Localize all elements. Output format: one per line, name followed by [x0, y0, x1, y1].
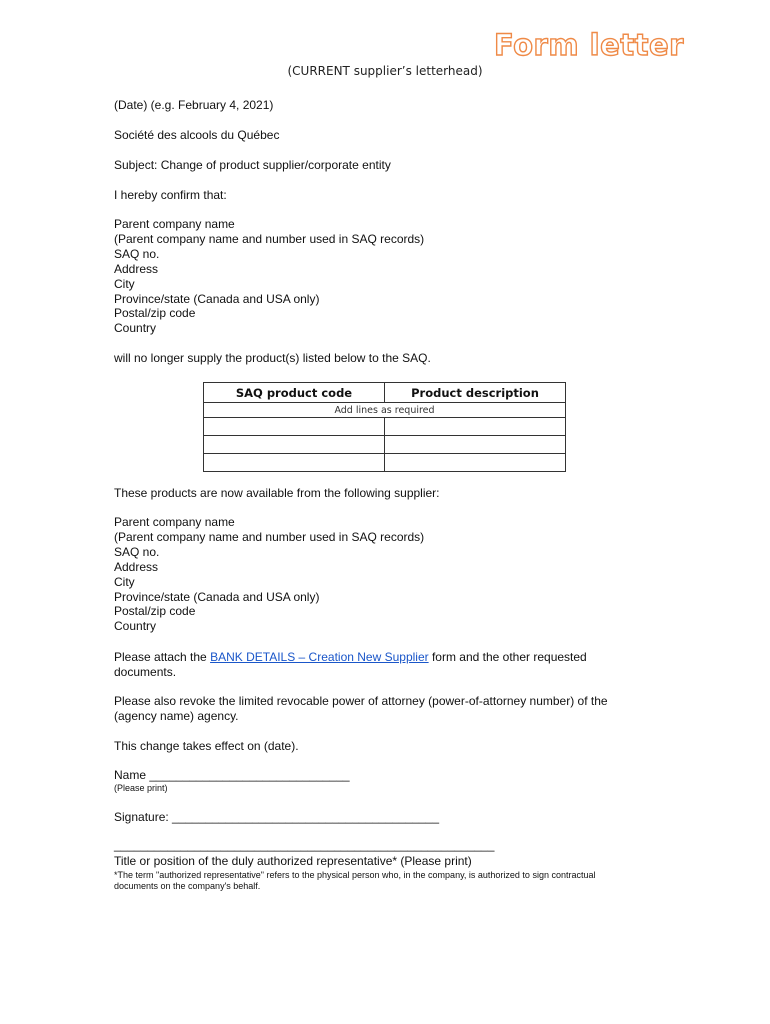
effective-date-line: This change takes effect on (date).	[114, 739, 299, 753]
product-table-header	[204, 383, 566, 403]
field-parent-company-saq: (Parent company name and number used in SAQ records)	[114, 231, 425, 246]
table-row	[204, 418, 566, 436]
table-cell[interactable]	[204, 454, 385, 472]
header-product-description: Product description	[385, 383, 566, 403]
field-address: Address	[114, 261, 159, 276]
field-city: City	[114, 574, 135, 589]
field-country: Country	[114, 321, 157, 336]
table-row	[204, 454, 566, 472]
header-saq-product-code: SAQ product code	[204, 383, 385, 403]
field-province: Province/state (Canada and USA only)	[114, 589, 320, 604]
bank-details-link[interactable]: BANK DETAILS – Creation New Supplier	[210, 650, 429, 664]
no-longer-supply-line: will no longer supply the product(s) listed below to the SAQ.	[114, 351, 431, 365]
field-parent-company-saq: (Parent company name and number used in SAQ records)	[114, 529, 425, 544]
field-city: City	[114, 276, 135, 291]
field-parent-company: Parent company name	[114, 515, 235, 529]
attach-text-after: form and the other requested	[428, 650, 587, 664]
add-lines-note: Add lines as required	[204, 403, 566, 418]
table-cell[interactable]	[385, 436, 566, 454]
letterhead-placeholder: (CURRENT supplier’s letterhead)	[287, 64, 483, 78]
recipient-line: Société des alcools du Québec	[114, 128, 280, 142]
field-postal: Postal/zip code	[114, 604, 196, 619]
title-label: Title or position of the duly authorized representative* (Please print)	[114, 854, 472, 868]
name-field[interactable]: Name ______________________________	[114, 768, 350, 782]
subject-line: Subject: Change of product supplier/corporate entity	[114, 158, 391, 172]
footnote-line-1: *The term "authorized representative" refers to the physical person who, in the company, is authorized to sign contractual	[114, 870, 596, 880]
title-rule[interactable]: _________________________________________________________	[114, 838, 495, 852]
attach-line	[114, 650, 587, 665]
field-postal: Postal/zip code	[114, 306, 196, 321]
product-table	[203, 382, 566, 472]
now-available-line: These products are now available from the following supplier:	[114, 486, 440, 500]
current-supplier-fields	[114, 217, 424, 336]
revoke-line-1: Please also revoke the limited revocable power of attorney (power-of-attorney number) of the	[114, 694, 608, 708]
field-address: Address	[114, 559, 159, 574]
field-province: Province/state (Canada and USA only)	[114, 291, 320, 306]
table-cell[interactable]	[204, 418, 385, 436]
field-country: Country	[114, 619, 157, 634]
table-row	[204, 436, 566, 454]
table-cell[interactable]	[204, 436, 385, 454]
footnote-line-2: documents on the company's behalf.	[114, 881, 261, 891]
signature-field[interactable]: Signature: ________________________________________	[114, 810, 439, 824]
form-letter-title: Form letter	[494, 28, 684, 62]
attach-line-2: documents.	[114, 665, 177, 679]
field-saq-no: SAQ no.	[114, 544, 160, 559]
revoke-line-2: (agency name) agency.	[114, 709, 239, 723]
confirm-line: I hereby confirm that:	[114, 188, 227, 202]
table-cell[interactable]	[385, 418, 566, 436]
new-supplier-fields	[114, 515, 424, 634]
name-hint: (Please print)	[114, 783, 168, 793]
attach-text-before: Please attach the	[114, 650, 211, 664]
field-saq-no: SAQ no.	[114, 246, 160, 261]
date-line: (Date) (e.g. February 4, 2021)	[114, 98, 274, 112]
field-parent-company: Parent company name	[114, 217, 235, 231]
table-cell[interactable]	[385, 454, 566, 472]
